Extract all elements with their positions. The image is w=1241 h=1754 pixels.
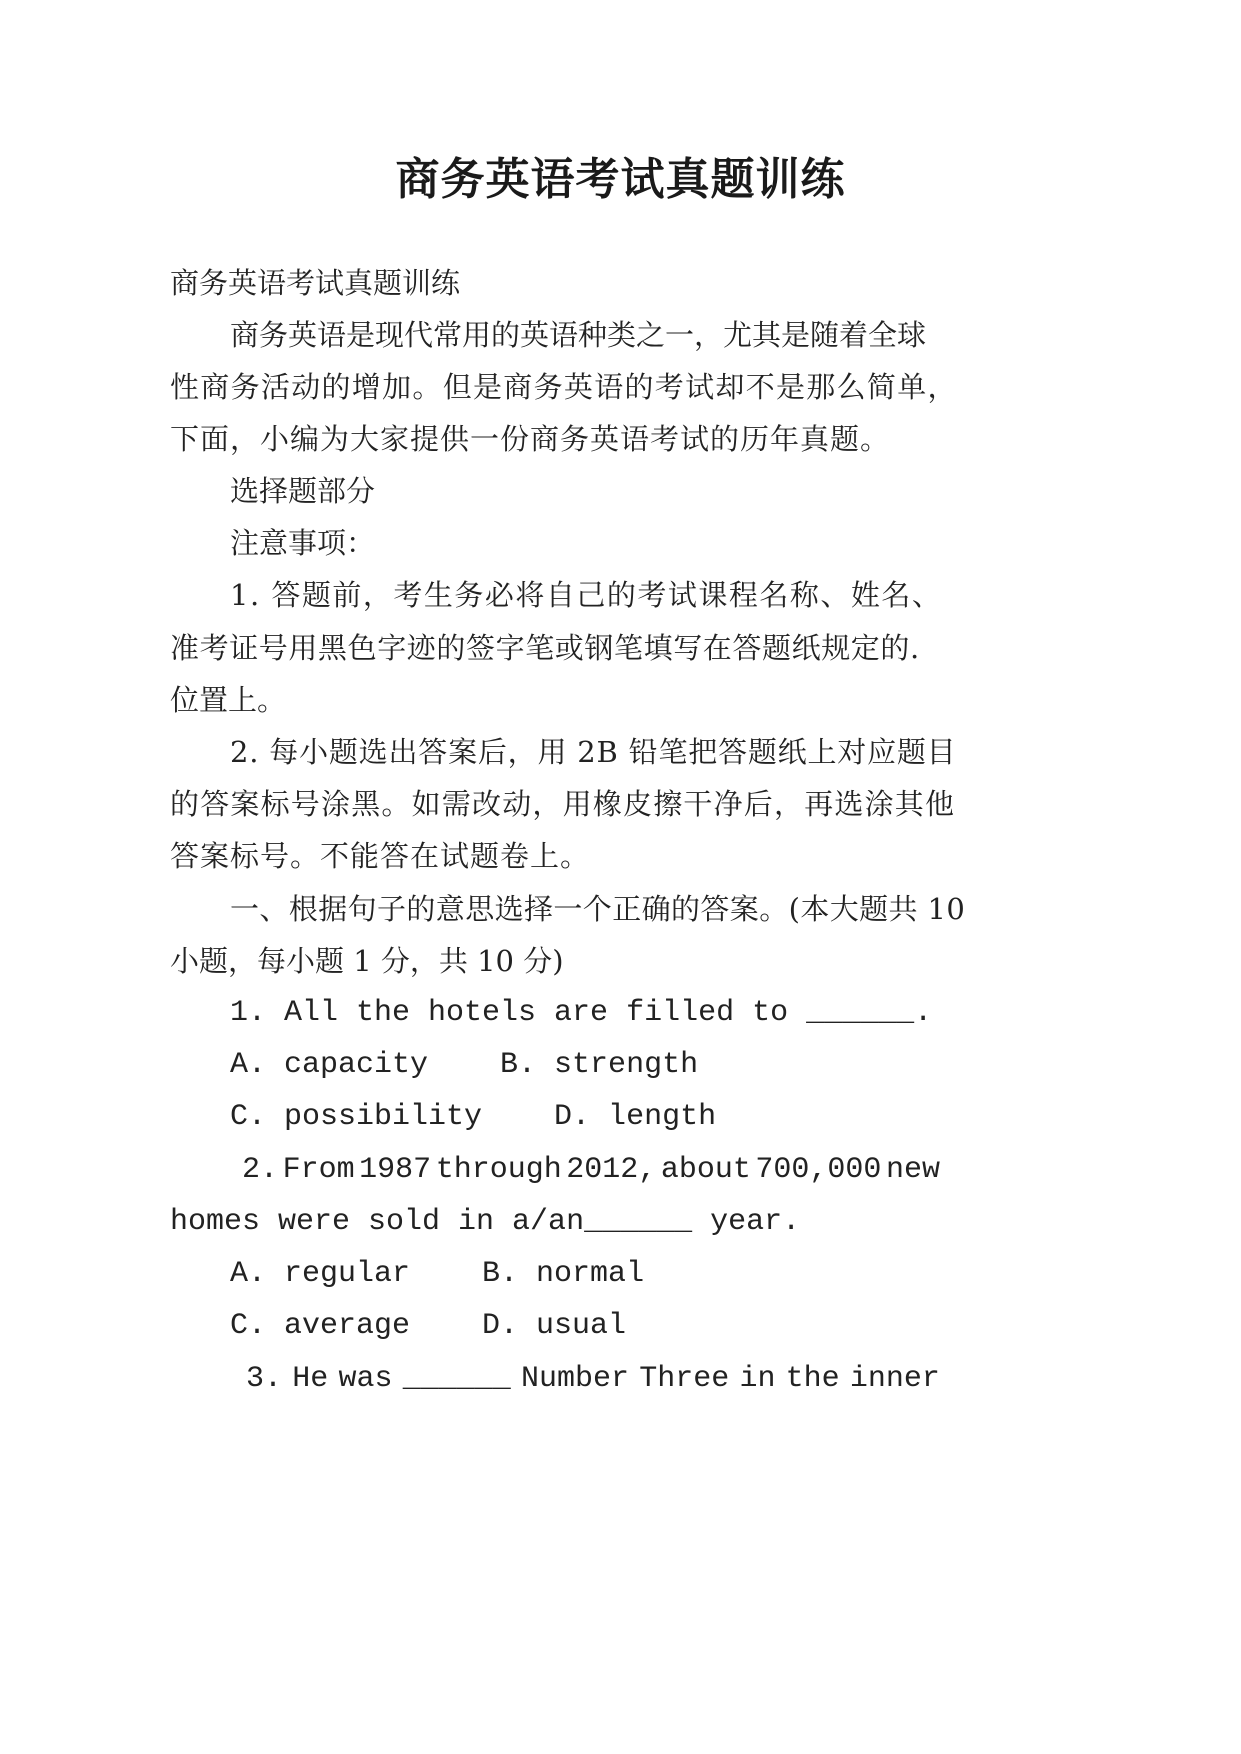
notice-1-line-1: 1. 答题前，考生务必将自己的考试课程名称、姓名、 — [230, 578, 943, 612]
notice-2-line-1: 2. 每小题选出答案后，用 2B 铅笔把答题纸上对应题目 — [230, 735, 957, 769]
question-2-stem-line-2: homes were sold in a/an______ year. — [170, 1205, 801, 1239]
question-2-options-1: A. regular B. normal — [230, 1257, 645, 1291]
question-2-options-2: C. average D. usual — [230, 1309, 627, 1343]
question-1-options-2: C. possibility D. length — [230, 1100, 717, 1134]
subheading: 商务英语考试真题训练 — [170, 266, 461, 300]
notice-1-line-3: 位置上。 — [170, 683, 287, 717]
intro-line-3: 下面，小编为大家提供一份商务英语考试的历年真题。 — [170, 422, 891, 456]
part-one-line-1: 一、根据句子的意思选择一个正确的答案。(本大题共 10 — [230, 892, 966, 926]
notice-2-line-2: 的答案标号涂黑。如需改动，用橡皮擦干净后，再选涂其他 — [170, 787, 956, 821]
intro-line-1: 商务英语是现代常用的英语种类之一，尤其是随着全球 — [230, 318, 927, 352]
question-1-stem: 1. All the hotels are filled to ______. — [230, 996, 933, 1030]
notice-1-line-2: 准考证号用黑色字迹的签字笔或钢笔填写在答题纸规定的. — [170, 631, 920, 665]
question-3-stem-line-1: 3. He was ______ Number Three in the inner — [246, 1362, 940, 1396]
part-one-line-2: 小题，每小题 1 分，共 10 分) — [170, 944, 564, 978]
document-title: 商务英语考试真题训练 — [395, 154, 846, 205]
question-1-options-1: A. capacity B. strength — [230, 1048, 699, 1082]
notice-title: 注意事项： — [230, 526, 376, 560]
notice-2-line-3: 答案标号。不能答在试题卷上。 — [170, 839, 591, 873]
question-2-stem-line-1: 2. From 1987 through 2012, about 700,000 new — [242, 1153, 940, 1187]
intro-line-2: 性商务活动的增加。但是商务英语的考试却不是那么简单， — [170, 370, 958, 404]
section-title: 选择题部分 — [230, 474, 376, 508]
